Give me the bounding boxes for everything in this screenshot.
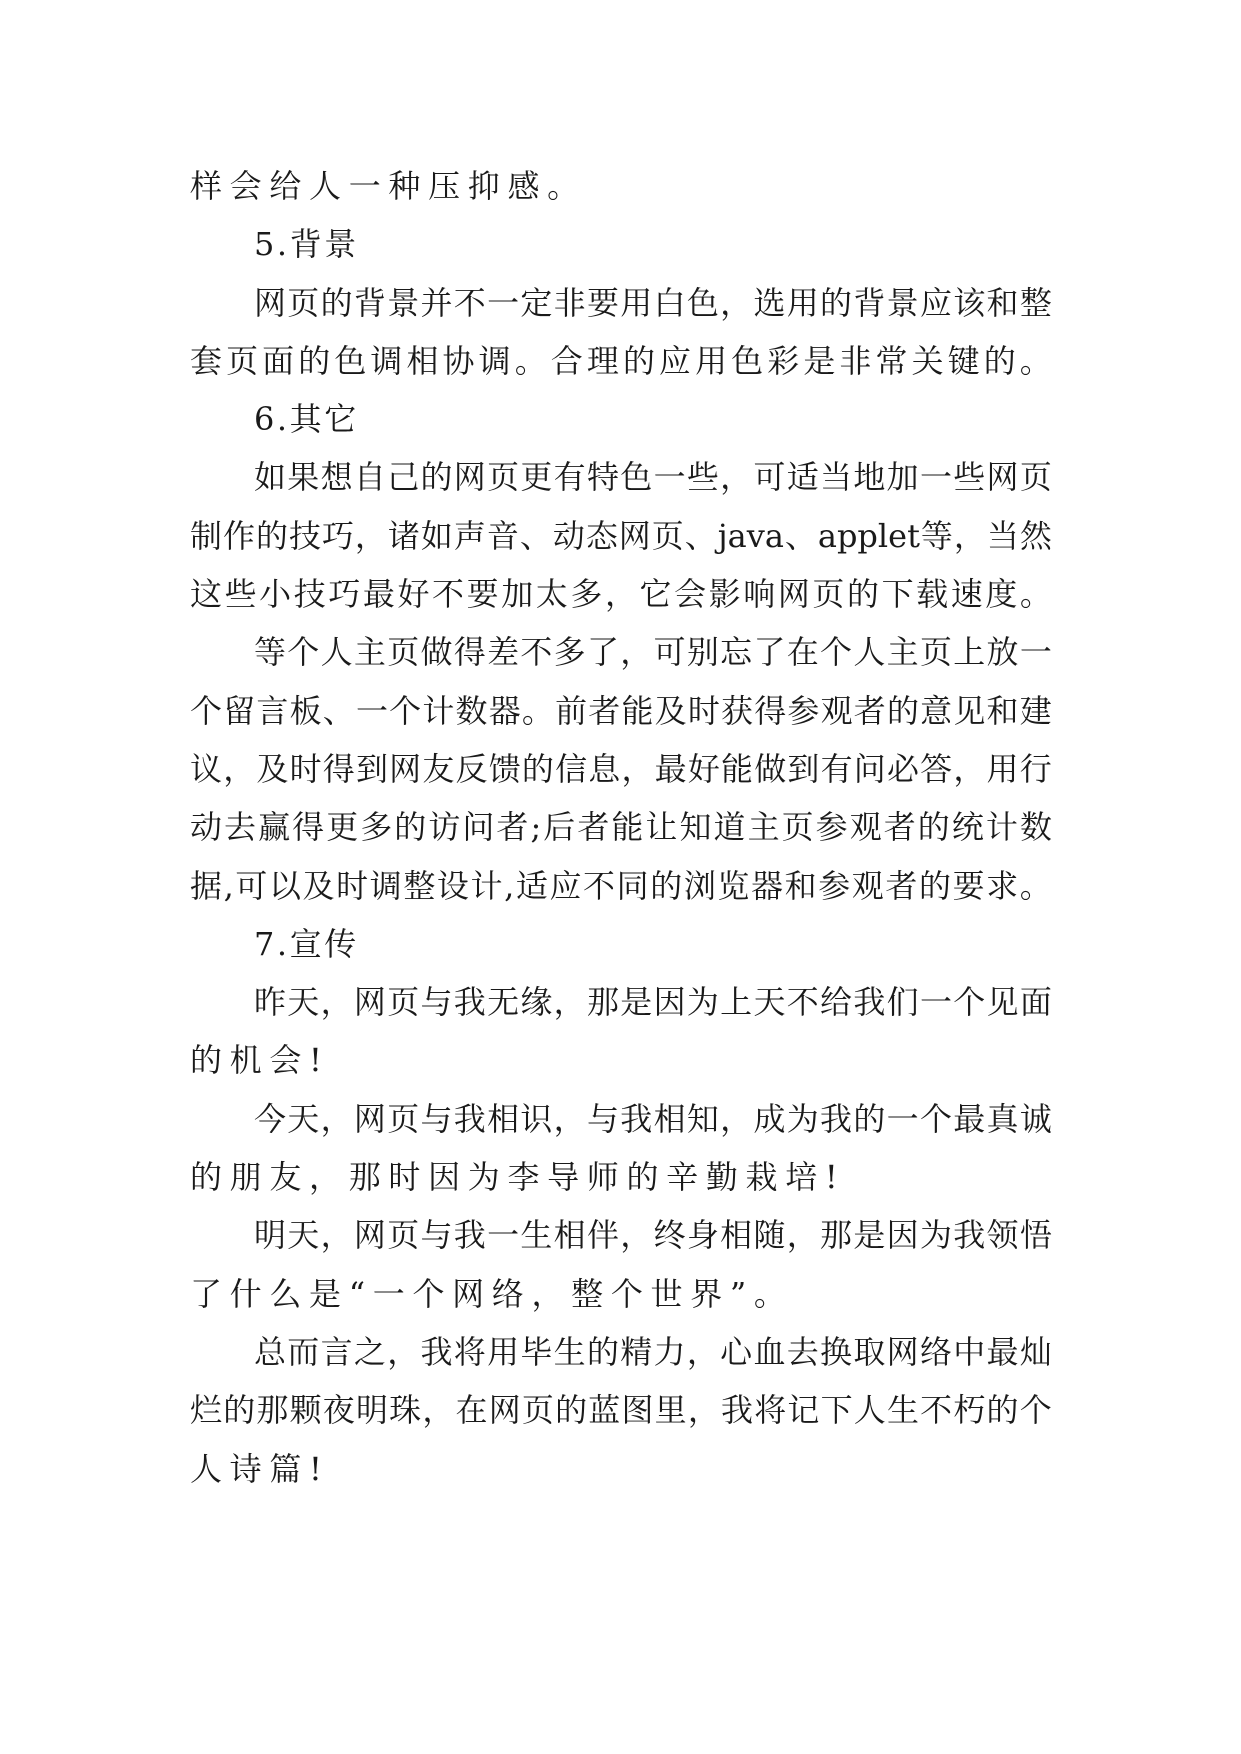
- document-body: [190, 157, 1052, 1498]
- text-line: 等 个 人 主 页 做 得 差 不 多 了 ， 可 别 忘 了 在 个 人 主 页 上 放 一: [254, 633, 1052, 672]
- section-heading: 6.其它: [254, 400, 359, 439]
- text-line: 网 页 的 背 景 并 不 一 定 非 要 用 白 色 ， 选 用 的 背 景 应 该 和 整: [254, 283, 1052, 322]
- text-line: 总 而 言 之 ， 我 将 用 毕 生 的 精 力 ， 心 血 去 换 取 网 络 中 最 灿: [254, 1332, 1052, 1371]
- text-line: 套 页 面 的 色 调 相 协 调 。 合 理 的 应 用 色 彩 是 非 常 关 键 的 。: [190, 341, 1052, 380]
- text-line: 今 天 ， 网 页 与 我 相 识 ， 与 我 相 知 ， 成 为 我 的 一 个 最 真 诚: [254, 1099, 1052, 1138]
- text-line: 这 些 小 技 巧 最 好 不 要 加 太 多 ， 它 会 影 响 网 页 的 下 载 速 度 。: [190, 575, 1052, 614]
- text-line: 昨 天 ， 网 页 与 我 无 缘 ， 那 是 因 为 上 天 不 给 我 们 一 个 见 面: [254, 983, 1052, 1022]
- text-line: 的机会!: [190, 1041, 330, 1080]
- section-heading: 7.宣传: [254, 924, 359, 963]
- text-line: 了什么是“一个网络，整个世界”。: [190, 1274, 794, 1313]
- text-line: 烂 的 那 颗 夜 明 珠 ， 在 网 页 的 蓝 图 里 ， 我 将 记 下 人 生 不 朽 的 个: [190, 1391, 1052, 1430]
- text-line: 个 留 言 板 、 一 个 计 数 器 。 前 者 能 及 时 获 得 参 观 者 的 意 见 和 建: [190, 691, 1052, 730]
- section-heading: 5.背景: [254, 225, 359, 264]
- text-line: 议 ， 及 时 得 到 网 友 反 馈 的 信 息 ， 最 好 能 做 到 有 问 必 答 ， 用 行: [190, 749, 1052, 788]
- text-line: 动 去 赢 得 更 多 的 访 问 者 ; 后 者 能 让 知 道 主 页 参 观 者 的 统 计 数: [190, 808, 1052, 847]
- text-line: 的朋友，那时因为李导师的辛勤栽培!: [190, 1158, 846, 1197]
- text-line: 人诗篇!: [190, 1449, 330, 1488]
- text-line: 样会给人一种压抑感。: [190, 167, 587, 205]
- text-line: 明 天 ， 网 页 与 我 一 生 相 伴 ， 终 身 相 随 ， 那 是 因 为 我 领 悟: [254, 1216, 1052, 1255]
- text-line: 如 果 想 自 己 的 网 页 更 有 特 色 一 些 ， 可 适 当 地 加 一 些 网 页: [254, 458, 1052, 497]
- text-line: 据 , 可 以 及 时 调 整 设 计 , 适 应 不 同 的 浏 览 器 和 参 观 者 的 要 求 。: [190, 866, 1052, 905]
- text-line: 制 作 的 技 巧 ， 诸 如 声 音 、 动 态 网 页 、 java 、 applet 等 ， 当 然: [190, 516, 1052, 555]
